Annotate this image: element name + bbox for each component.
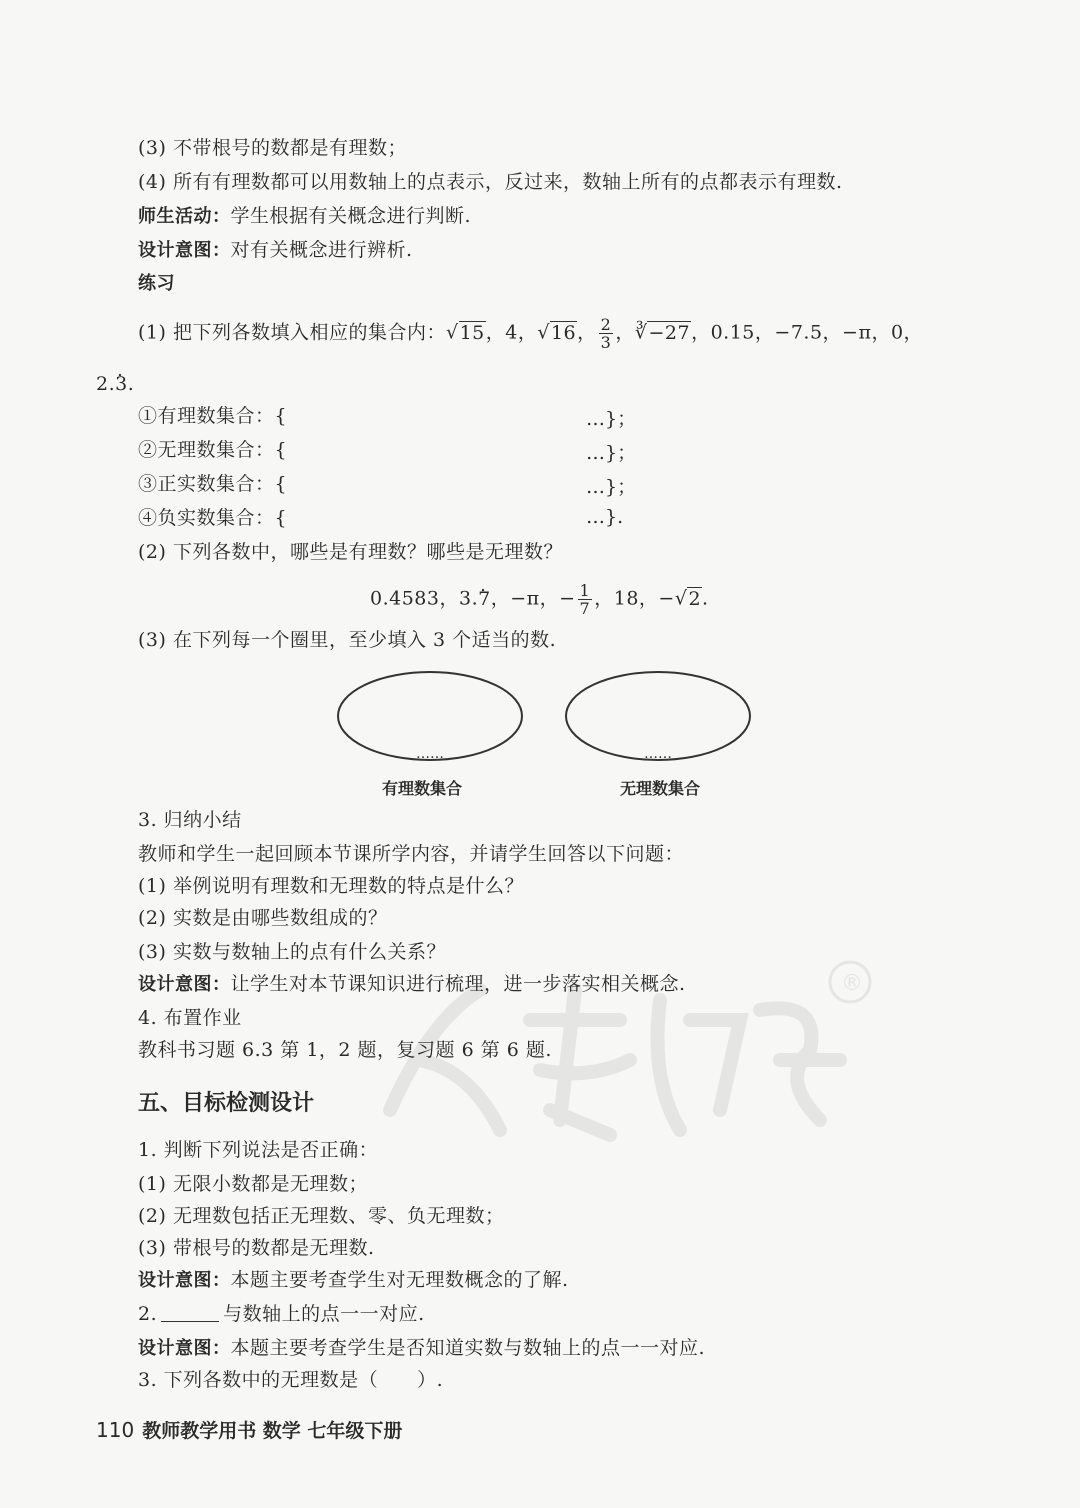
set-rational: ①有理数集合：{ <box>138 405 288 427</box>
exercise-1-tail: ，0.15，−7.5，−π，0， <box>691 321 924 344</box>
exercise-1-wrap: 2.. 3. <box>96 372 134 396</box>
statement-3: (3) 不带根号的数都是有理数； <box>138 137 407 159</box>
question-1: (1) 举例说明有理数和无理数的特点是什么？ <box>138 875 524 897</box>
test-3: 3. 下列各数中的无理数是（ ）. <box>138 1369 444 1391</box>
sqrt-symbol: √ <box>445 321 459 344</box>
test-2: 2. 与数轴上的点一一对应. <box>138 1303 425 1325</box>
repeating-digit: . 3 <box>115 373 128 395</box>
set-positive-real-end: …}； <box>586 476 637 498</box>
test-1-1: (1) 无限小数都是无理数； <box>138 1173 368 1195</box>
oval-1-ellipsis: …… <box>416 746 444 762</box>
intent-text: 对有关概念进行辨析. <box>230 239 413 261</box>
activity-line <box>138 204 471 229</box>
exercise-3: (3) 在下列每一个圈里，至少填入 3 个适当的数. <box>138 629 557 651</box>
radicand-15: 15 <box>459 321 485 344</box>
design-intent-2: 设计意图：让学生对本节课知识进行梳理，进一步落实相关概念. <box>138 973 686 995</box>
radicand-neg27: −27 <box>648 321 691 344</box>
summary-intro: 教师和学生一起回顾本节课所学内容，并请学生回答以下问题： <box>138 843 685 865</box>
oval-2-ellipsis: …… <box>644 746 672 762</box>
set-negative-real: ④负实数集合：{ <box>138 507 288 529</box>
section-5-title: 五、目标检测设计 <box>138 1091 315 1116</box>
set-positive-real: ③正实数集合：{ <box>138 473 288 495</box>
sqrt-symbol: √ <box>674 587 688 610</box>
svg-text:®: ® <box>841 971 863 996</box>
rational-set-label: 有理数集合 <box>381 779 462 798</box>
sqrt-symbol: √ <box>537 321 550 344</box>
test-1-2: (2) 无理数包括正无理数、零、负无理数； <box>138 1205 505 1227</box>
statement-4: (4) 所有有理数都可以用数轴上的点表示，反过来，数轴上所有的点都表示有理数. <box>138 171 843 193</box>
practice-heading: 练习 <box>138 273 175 294</box>
exercise-1-prefix: (1) 把下列各数填入相应的集合内： <box>138 321 446 344</box>
homework-heading: 4. 布置作业 <box>138 1007 242 1029</box>
fraction-2-3: $\frac{2}{3}$ <box>600 315 612 352</box>
set-negative-real-end: …}. <box>586 506 624 528</box>
test-1-3: (3) 带根号的数都是无理数. <box>138 1237 375 1259</box>
question-2: (2) 实数是由哪些数组成的？ <box>138 907 388 929</box>
design-intent-3: 设计意图：本题主要考查学生对无理数概念的了解. <box>138 1269 569 1291</box>
set-irrational: ②无理数集合：{ <box>138 439 288 461</box>
fraction-1-7: $\frac{1}{7}$ <box>579 581 591 618</box>
intent-label: 设计意图： <box>138 240 231 261</box>
design-intent-1 <box>138 238 413 263</box>
exercise-2-numbers: 0.4583，3.. 7，−π，− $\frac{1}{7}$ ，18，−√2. <box>370 582 709 617</box>
test-1: 1. 判断下列说法是否正确： <box>138 1139 379 1161</box>
question-3: (3) 实数与数轴上的点有什么关系？ <box>138 941 446 963</box>
set-rational-end: …}； <box>586 408 637 430</box>
homework-text: 教科书习题 6.3 第 1，2 题，复习题 6 第 6 题. <box>138 1039 552 1061</box>
page-footer <box>96 1416 402 1443</box>
book-title: 教师教学用书 数学 七年级下册 <box>142 1420 403 1442</box>
fill-in-blank <box>161 1321 219 1322</box>
set-irrational-end: …}； <box>586 442 637 464</box>
irrational-set-label: 无理数集合 <box>619 779 700 798</box>
exercise-2: (2) 下列各数中，哪些是有理数？哪些是无理数？ <box>138 541 563 563</box>
page-number: 110 <box>96 1418 135 1442</box>
exercise-1: (1) 把下列各数填入相应的集合内：√15，4，√16， $\frac{2}{3}$ ，∛−27，0.15，−7.5，−π，0， <box>138 315 924 352</box>
activity-label: 师生活动： <box>138 206 231 227</box>
repeating-digit: . 7 <box>478 588 491 610</box>
activity-text: 学生根据有关概念进行判断. <box>230 205 472 227</box>
radicand-16: 16 <box>550 321 577 344</box>
summary-heading: 3. 归纳小结 <box>138 809 242 831</box>
separator: ，4， <box>485 321 538 344</box>
cube-root-symbol: ∛ <box>634 321 648 344</box>
design-intent-4: 设计意图：本题主要考查学生是否知道实数与数轴上的点一一对应. <box>138 1337 706 1359</box>
